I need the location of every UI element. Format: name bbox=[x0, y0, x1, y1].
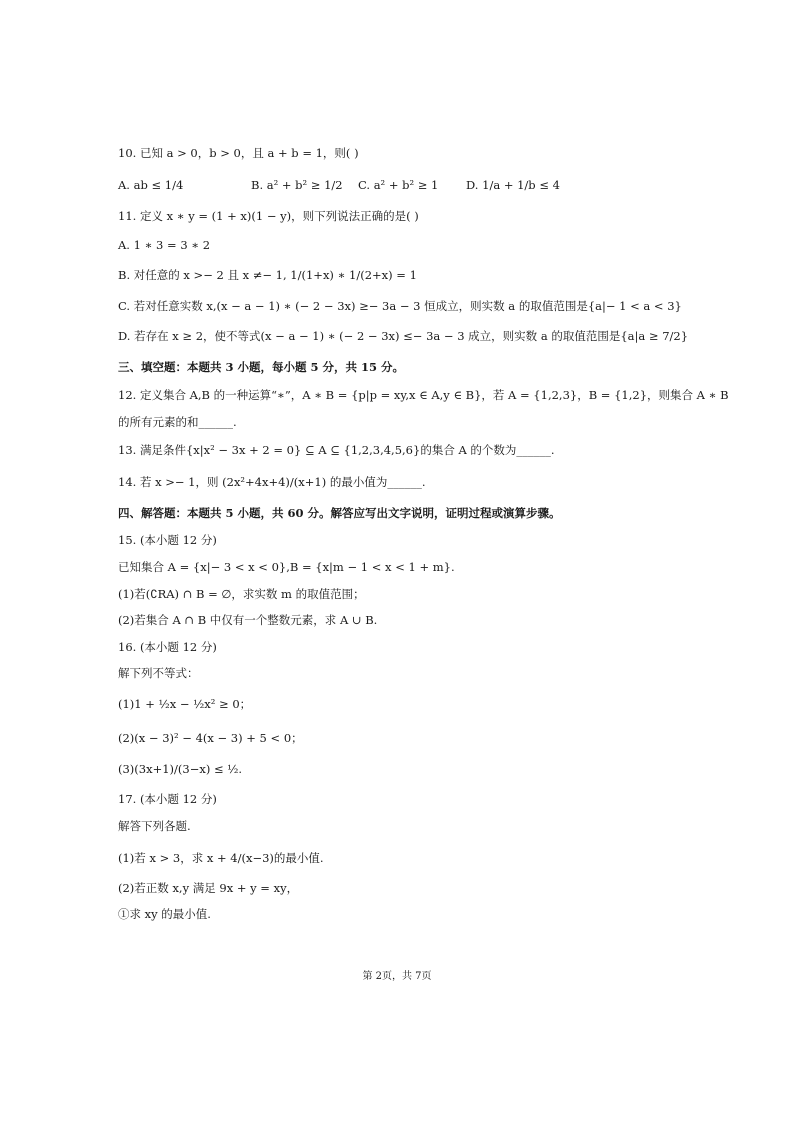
q12-line-1: 12. 定义集合 A,B 的一种运算“∗”，A ∗ B = {p|p = xy,x ∈ A,y ∈ B}，若 A = {1,2,3}，B = {1,2}，则集合 A ∗ B bbox=[118, 388, 729, 402]
q16-header: 16. (本小题 12 分) bbox=[118, 640, 217, 654]
q11-option-c: C. 若对任意实数 x,(x − a − 1) ∗ (− 2 − 3x) ≥− 3a − 3 恒成立，则实数 a 的取值范围是{a|− 1 < a < 3} bbox=[118, 299, 682, 313]
q10-option-a: A. ab ≤ 1/4 bbox=[118, 178, 184, 192]
q15-part-1: (1)若(∁RA) ∩ B = ∅，求实数 m 的取值范围； bbox=[118, 587, 365, 601]
q14-text: 14. 若 x >− 1，则 (2x²+4x+4)/(x+1) 的最小值为______. bbox=[118, 475, 426, 489]
q11-option-a: A. 1 ∗ 3 = 3 ∗ 2 bbox=[118, 238, 211, 252]
section-4-heading: 四、解答题：本题共 5 小题，共 60 分。解答应写出文字说明，证明过程或演算步骤。 bbox=[118, 506, 561, 520]
q10-option-b: B. a² + b² ≥ 1/2 bbox=[251, 178, 343, 192]
q10-option-d: D. 1/a + 1/b ≤ 4 bbox=[466, 178, 560, 192]
q17-intro: 解答下列各题. bbox=[118, 819, 191, 833]
q17-part-2: (2)若正数 x,y 满足 9x + y = xy， bbox=[118, 881, 299, 895]
q16-part-3: (3)(3x+1)/(3−x) ≤ ½. bbox=[118, 762, 243, 776]
q15-part-2: (2)若集合 A ∩ B 中仅有一个整数元素，求 A ∪ B. bbox=[118, 613, 378, 627]
page-footer: 第 2页，共 7页 bbox=[362, 971, 432, 982]
section-3-heading: 三、填空题：本题共 3 小题，每小题 5 分，共 15 分。 bbox=[118, 360, 405, 374]
q15-given: 已知集合 A = {x|− 3 < x < 0},B = {x|m − 1 < x < 1 + m}. bbox=[118, 560, 455, 574]
q17-part-1: (1)若 x > 3，求 x + 4/(x−3)的最小值. bbox=[118, 851, 324, 865]
q11-option-d: D. 若存在 x ≥ 2，使不等式(x − a − 1) ∗ (− 2 − 3x) ≤− 3a − 3 成立，则实数 a 的取值范围是{a|a ≥ 7/2} bbox=[118, 329, 689, 343]
q17-header: 17. (本小题 12 分) bbox=[118, 792, 217, 806]
q12-line-2: 的所有元素的和______. bbox=[118, 415, 237, 429]
q10-stem: 10. 已知 a > 0，b > 0，且 a + b = 1，则( ) bbox=[118, 146, 359, 160]
q11-stem: 11. 定义 x ∗ y = (1 + x)(1 − y)，则下列说法正确的是( ) bbox=[118, 209, 419, 223]
q13-text: 13. 满足条件{x|x² − 3x + 2 = 0} ⊆ A ⊆ {1,2,3,4,5,6}的集合 A 的个数为______. bbox=[118, 443, 555, 457]
q16-part-2: (2)(x − 3)² − 4(x − 3) + 5 < 0； bbox=[118, 731, 303, 745]
q15-header: 15. (本小题 12 分) bbox=[118, 533, 217, 547]
q16-intro: 解下列不等式： bbox=[118, 666, 199, 680]
q16-part-1: (1)1 + ½x − ½x² ≥ 0； bbox=[118, 697, 252, 711]
q11-option-b: B. 对任意的 x >− 2 且 x ≠− 1, 1/(1+x) ∗ 1/(2+x) = 1 bbox=[118, 268, 417, 282]
q17-part-2a: ①求 xy 的最小值. bbox=[118, 907, 211, 921]
q10-option-c: C. a² + b² ≥ 1 bbox=[358, 178, 439, 192]
